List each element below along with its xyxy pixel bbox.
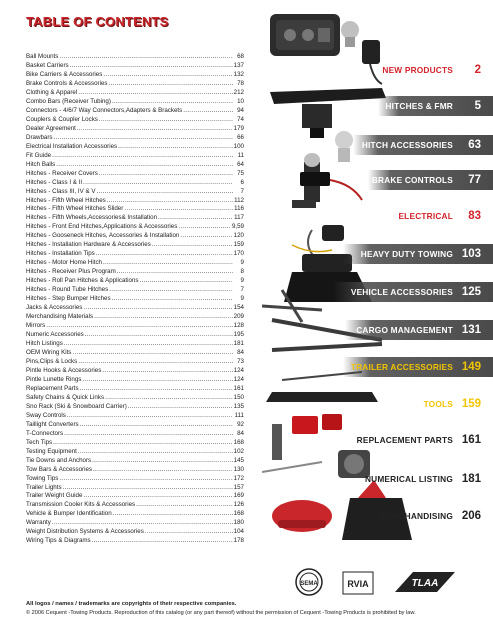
toc-entry[interactable] [26,448,244,457]
toc-entry[interactable] [26,412,244,421]
toc-entry-label: Merchandising Materials [26,313,94,321]
section-name: VEHICLE ACCESSORIES [350,287,453,297]
toc-entry[interactable] [26,349,244,358]
toc-entry-label: Vehicle & Bumper Identification [26,510,112,518]
section-page-number: 131 [461,324,481,336]
section-name: CARGO MANAGEMENT [356,325,453,335]
toc-leader-dots [53,439,233,448]
toc-entry[interactable] [26,259,244,268]
toc-entry-page: 135 [233,402,244,410]
toc-leader-dots [103,259,233,268]
toc-entry-label: Sno Rack (Ski & Snowboard Carrier) [26,402,127,410]
toc-leader-dots [56,161,233,170]
toc-leader-dots [80,421,233,430]
toc-entry-page: 168 [233,438,244,446]
toc-entry[interactable] [26,286,244,295]
toc-entry-label: Hitches - Installation Hardware & Accessories [26,241,151,249]
toc-leader-dots [78,448,233,457]
section-name: NUMERICAL LISTING [364,474,453,484]
section-page-number: 159 [461,398,481,410]
toc-entry-label: Testing Equipment [26,447,77,455]
toc-entry-page: 120 [233,232,244,240]
toc-entry[interactable] [26,116,244,125]
toc-leader-dots [59,475,232,484]
toc-entry-label: Jacks & Accessories [26,304,83,312]
section-name: HITCH ACCESSORIES [361,140,453,150]
page-title: TABLE OF CONTENTS [26,14,169,29]
toc-list [26,53,244,546]
toc-leader-dots [112,295,233,304]
toc-entry[interactable] [26,152,244,161]
toc-entry[interactable] [26,53,244,62]
toc-entry[interactable] [26,403,244,412]
toc-leader-dots [77,125,233,134]
section-page-number: 2 [474,64,481,76]
section-tab[interactable] [388,206,493,226]
toc-entry[interactable] [26,394,244,403]
toc-leader-dots [52,152,233,161]
toc-entry[interactable] [26,466,244,475]
toc-entry-label: Fit Guide [26,151,52,159]
section-page-number: 5 [474,100,481,112]
toc-entry-label: Couplers & Coupler Locks [26,115,98,123]
toc-entry[interactable] [26,250,244,259]
toc-entry-label: Hitch Balls [26,160,56,168]
toc-entry[interactable] [26,421,244,430]
toc-entry-page: 212 [233,88,244,96]
toc-entry-page: 168 [233,510,244,518]
toc-entry[interactable] [26,537,244,546]
section-page-number: 125 [461,286,481,298]
section-page-number: 149 [461,361,481,373]
toc-entry-page: 126 [233,501,244,509]
toc-entry-page: 128 [233,322,244,330]
toc-entry[interactable] [26,304,244,313]
section-name: NEW PRODUCTS [382,65,453,75]
toc-entry-label: Safety Chains & Quick Links [26,393,105,401]
sema-logo [296,569,322,595]
toc-leader-dots [64,430,233,439]
svg-text:SEMA: SEMA [300,581,318,587]
toc-entry-page: 172 [233,474,244,482]
toc-entry-label: Combo Bars (Receiver Tubing) [26,97,111,105]
toc-entry-page: 100 [233,142,244,150]
toc-entry[interactable] [26,80,244,89]
toc-entry-label: Hitches - Installation Tips [26,250,95,258]
toc-entry-label: Wiring Tips & Diagrams [26,537,91,545]
section-tab[interactable] [353,469,493,489]
toc-entry[interactable] [26,277,244,286]
toc-entry-page: 68 [237,53,244,60]
toc-entry-page: 7 [240,187,244,195]
toc-entry[interactable] [26,214,244,223]
section-index [263,0,493,540]
toc-entry-label: Connectors - 4/6/7 Way Connectors,Adapters & Brackets [26,106,183,114]
toc-entry-page: 124 [233,375,244,383]
section-page-number: 206 [461,510,481,522]
toc-entry-label: Bike Carriers & Accessories [26,70,103,78]
toc-leader-dots [72,349,233,358]
toc-entry[interactable] [26,492,244,501]
toc-leader-dots [83,492,232,501]
toc-entry-label: Brake Controls & Accessories [26,79,108,87]
toc-entry[interactable] [26,322,244,331]
toc-entry[interactable] [26,179,244,188]
toc-leader-dots [180,232,232,241]
toc-entry[interactable] [26,519,244,528]
toc-entry[interactable] [26,223,244,232]
toc-leader-dots [136,501,233,510]
toc-leader-dots [112,98,233,107]
section-name: ELECTRICAL [398,211,453,221]
toc-entry[interactable] [26,125,244,134]
toc-entry-page: 7 [240,286,244,294]
toc-entry[interactable] [26,89,244,98]
toc-entry-label: Pintle Hooks & Accessories [26,366,102,374]
toc-leader-dots [96,188,233,197]
toc-entry-page: 180 [233,519,244,527]
toc-entry-label: Hitches - Fifth Wheel Hitches Slider [26,205,124,213]
toc-leader-dots [53,134,233,143]
toc-entry[interactable] [26,313,244,322]
toc-entry[interactable] [26,295,244,304]
toc-leader-dots [117,268,233,277]
toc-entry-label: Trailer Weight Guide [26,492,83,500]
toc-entry-label: Warranty [26,519,51,527]
toc-entry-label: Hitch Listings [26,340,63,347]
toc-entry[interactable] [26,358,244,367]
toc-entry-label: Hitches - Fifth Wheel Hitches [26,196,106,204]
toc-entry-label: Taillight Converters [26,420,79,428]
toc-leader-dots [103,71,232,80]
toc-entry[interactable] [26,71,244,80]
section-page-number: 63 [468,139,481,151]
toc-entry-label: Hitches - Class I & II [26,178,83,186]
toc-leader-dots [83,304,232,313]
section-tab[interactable] [413,394,493,414]
toc-leader-dots [105,394,233,403]
toc-entry[interactable] [26,98,244,107]
section-tab[interactable] [343,357,493,377]
toc-entry-page: 11 [237,151,244,159]
toc-entry-page: 117 [234,214,244,222]
section-name: BRAKE CONTROLS [371,175,453,185]
section-page-number: 181 [461,473,481,485]
section-tab[interactable] [353,135,493,155]
section-tab[interactable] [363,506,493,526]
toc-entry[interactable] [26,376,244,385]
toc-leader-dots [46,322,232,331]
section-page-number: 83 [468,210,481,222]
toc-entry-page: 112 [234,196,244,204]
section-name: TRAILER ACCESSORIES [350,362,453,372]
svg-text:RVIA: RVIA [347,579,369,589]
toc-entry-page: 6 [240,178,244,186]
toc-entry[interactable] [26,367,244,376]
toc-leader-dots [158,214,233,223]
toc-entry-page: 170 [233,250,244,258]
toc-entry[interactable] [26,107,244,116]
section-name: MERCHANDISING [379,511,453,521]
section-tab[interactable] [343,244,493,264]
section-name: REPLACEMENT PARTS [356,435,453,445]
toc-entry-label: Tech Tips [26,438,53,446]
toc-entry-page: 75 [237,169,244,177]
toc-entry-page: 10 [237,97,244,105]
toc-entry-label: OEM Wiring Kits [26,348,72,356]
toc-leader-dots [92,457,233,466]
section-tab[interactable] [343,430,493,450]
toc-leader-dots [94,313,233,322]
toc-entry-page: 9,59 [231,223,244,231]
toc-leader-dots [178,223,231,232]
tlaa-logo [395,572,455,592]
toc-entry-page: 94 [237,106,244,114]
toc-entry[interactable] [26,484,244,493]
toc-leader-dots [118,143,233,152]
toc-entry[interactable] [26,241,244,250]
toc-leader-dots [82,376,232,385]
toc-entry-page: 179 [233,124,244,132]
toc-entry[interactable] [26,134,244,143]
toc-leader-dots [70,62,233,71]
toc-entry-label: Transmission Cooler Kits & Accessories [26,501,136,509]
toc-entry-page: 9 [240,259,244,267]
section-tab[interactable] [333,282,493,302]
toc-entry-page: 145 [233,456,244,464]
toc-entry-page: 130 [233,465,244,473]
association-logos [295,566,470,598]
toc-entry-label: Hitches - Step Bumper Hitches [26,295,111,303]
toc-leader-dots [99,116,233,125]
toc-entry-page: 132 [233,70,244,78]
toc-entry-page: 73 [237,357,244,365]
toc-entry[interactable] [26,205,244,214]
toc-entry-label: Trailer Lights [26,483,62,491]
toc-entry-page: 209 [233,313,244,321]
toc-leader-dots [183,107,233,116]
toc-leader-dots [113,510,233,519]
toc-leader-dots [52,519,233,528]
toc-entry[interactable] [26,457,244,466]
toc-entry-label: Hitches - Gooseneck Hitches, Accessories & Installation [26,232,180,240]
toc-leader-dots [78,89,232,98]
toc-entry-label: Ball Mounts [26,53,59,60]
section-tab[interactable] [375,60,493,80]
section-name: HITCHES & FMR [385,101,453,111]
toc-entry-page: 157 [233,483,244,491]
toc-entry-page: 104 [233,528,244,536]
toc-leader-dots [78,358,233,367]
toc-entry-label: Basket Carriers [26,61,69,69]
toc-leader-dots [67,412,233,421]
toc-entry-page: 92 [237,420,244,428]
toc-entry-page: 116 [234,205,244,213]
toc-leader-dots [63,484,233,493]
toc-leader-dots [92,537,233,546]
rvia-logo [343,572,373,594]
toc-entry-label: Mirrors [26,322,46,330]
toc-entry-label: Pintle Lunette Rings [26,375,82,383]
toc-entry-page: 195 [233,331,244,339]
toc-entry-page: 137 [233,61,244,69]
toc-entry[interactable] [26,528,244,537]
toc-entry-page: 178 [233,537,244,545]
toc-entry[interactable] [26,439,244,448]
section-page-number: 103 [461,248,481,260]
toc-entry-page: 154 [233,304,244,312]
toc-entry-label: Hitches - Motor Home Hitch [26,259,102,267]
toc-entry-label: Sway Controls [26,411,66,419]
toc-entry-label: Clothing & Apparel [26,88,78,96]
toc-entry-label: Tow Bars & Accessories [26,465,93,473]
toc-entry-page: 124 [233,366,244,374]
toc-leader-dots [99,170,233,179]
trademark-notice: All logos / names / trademarks are copyrights of their respective companies. [26,601,237,607]
toc-entry[interactable] [26,510,244,519]
section-page-number: 161 [461,434,481,446]
toc-leader-dots [152,241,233,250]
toc-entry-page: 84 [237,429,244,437]
toc-leader-dots [109,286,233,295]
toc-entry-page: 9 [240,295,244,303]
toc-entry[interactable] [26,197,244,206]
toc-leader-dots [93,466,233,475]
toc-entry-label: Pins,Clips & Locks [26,357,78,365]
toc-entry-label: Hitches - Receiver Covers [26,169,98,177]
toc-entry-label: Electrical Installation Accessories [26,142,118,150]
toc-leader-dots [124,205,233,214]
toc-entry-label: T-Connectors [26,429,64,437]
toc-leader-dots [139,277,233,286]
toc-entry-label: Hitches - Class III, IV & V [26,187,96,195]
toc-entry-label: Hitches - Front End Hitches,Applications & Accessories [26,223,178,231]
toc-entry-page: 8 [240,268,244,276]
section-name: TOOLS [423,399,453,409]
toc-leader-dots [107,197,233,206]
toc-entry-label: Weight Distribution Systems & Accessories [26,528,144,536]
toc-entry-page: 169 [233,492,244,500]
toc-entry[interactable] [26,188,244,197]
toc-entry[interactable] [26,331,244,340]
copyright-notice: © 2006 Cequent -Towing Products. Reproduction of this catalog (or any part thereof) without the permission of Cequent -Towing Products is prohibited by law. [26,610,416,616]
toc-leader-dots [83,179,233,188]
section-page-number: 77 [468,174,481,186]
toc-entry-page: 78 [237,79,244,87]
toc-entry[interactable] [26,501,244,510]
toc-entry-label: Tie Downs and Anchors [26,456,92,464]
toc-entry-page: 150 [233,393,244,401]
toc-entry[interactable] [26,475,244,484]
toc-entry-page: 111 [234,411,244,419]
svg-text:TLAA: TLAA [411,578,439,589]
toc-leader-dots [85,331,233,340]
toc-entry-label: Hitches - Roll Pan Hitches & Applications [26,277,139,285]
toc-entry-label: Hitches - Fifth Wheels,Accessories& Installation [26,214,158,222]
toc-leader-dots [128,403,233,412]
toc-entry-page: 84 [237,348,244,356]
toc-entry-label: Hitches - Round Tube Hitches [26,286,109,294]
toc-entry-page: 161 [233,384,244,392]
toc-entry-page: 159 [233,241,244,249]
toc-leader-dots [96,250,233,259]
toc-leader-dots [59,53,233,62]
toc-entry-page: 74 [237,115,244,123]
toc-entry-label: Dealer Agreement [26,124,76,132]
toc-entry[interactable] [26,340,244,349]
toc-entry[interactable] [26,268,244,277]
toc-entry-label: Hitches - Receiver Plus Program [26,268,116,276]
toc-entry-label: Drawbars [26,133,53,141]
toc-entry[interactable] [26,232,244,241]
toc-entry[interactable] [26,430,244,439]
toc-entry-page: 66 [237,133,244,141]
toc-leader-dots [102,367,232,376]
toc-leader-dots [145,528,233,537]
section-tab[interactable] [378,96,493,116]
toc-entry-label: Replacement Parts [26,384,79,392]
toc-entry[interactable] [26,170,244,179]
toc-entry-label: Towing Tips [26,474,59,482]
toc-entry[interactable] [26,143,244,152]
toc-leader-dots [80,385,233,394]
toc-entry-page: 181 [233,340,244,347]
toc-entry-page: 102 [233,447,244,455]
toc-entry-page: 64 [237,160,244,168]
toc-entry[interactable] [26,62,244,71]
toc-entry[interactable] [26,385,244,394]
section-name: HEAVY DUTY TOWING [360,249,453,259]
toc-leader-dots [64,340,233,349]
toc-entry[interactable] [26,161,244,170]
toc-leader-dots [109,80,233,89]
toc-entry-label: Numeric Accessories [26,331,84,339]
section-tab[interactable] [368,170,493,190]
section-tab[interactable] [345,320,493,340]
toc-entry-page: 9 [240,277,244,285]
